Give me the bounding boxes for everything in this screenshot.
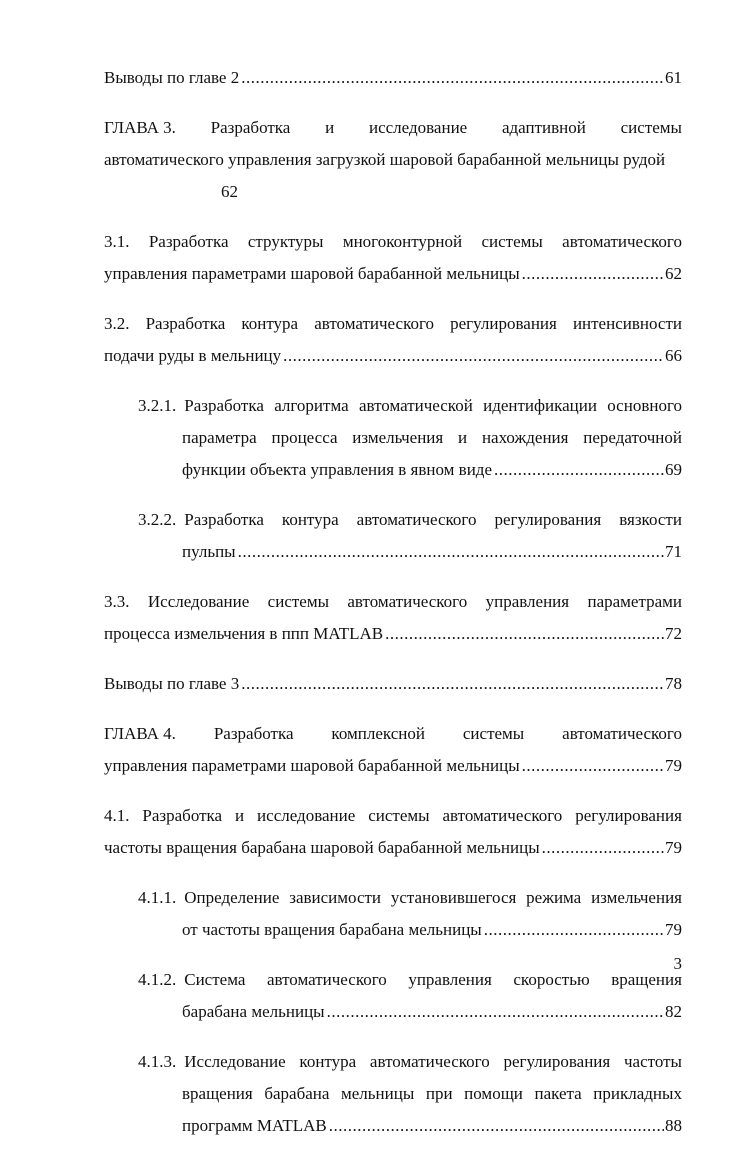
leader-dots xyxy=(241,668,664,700)
toc-page-number: 72 xyxy=(665,624,682,643)
section-number: 4.1.2. xyxy=(138,970,177,989)
word: процесса xyxy=(271,428,338,447)
toc-entry-title: функции объекта управления в явном виде xyxy=(182,460,492,479)
word: Разработка xyxy=(142,806,223,825)
toc-entry-title-line-2: автоматического управления загрузкой шаровой барабанной мельницы рудой xyxy=(104,150,666,169)
word: системы xyxy=(267,592,330,611)
toc-entry-chapter-3[interactable] xyxy=(104,112,682,208)
toc-page-number: 71 xyxy=(665,542,682,561)
word: параметрами xyxy=(587,592,682,611)
toc-entry-4-1[interactable] xyxy=(104,800,682,864)
leader-dots xyxy=(241,62,664,94)
word: адаптивной xyxy=(501,118,586,137)
word: скоростью xyxy=(513,970,590,989)
word: параметра xyxy=(182,428,257,447)
word: контура xyxy=(241,314,299,333)
word: автоматической xyxy=(358,396,473,415)
leader-dots xyxy=(238,536,664,568)
word: измельчения xyxy=(591,888,682,907)
word: контура xyxy=(299,1052,357,1071)
word: системы xyxy=(481,232,543,251)
toc-entry-title: подачи руды в мельницу xyxy=(104,346,282,365)
word: ГЛАВА 4. xyxy=(104,724,176,743)
word: нахождения xyxy=(481,428,569,447)
word: идентификации xyxy=(483,396,597,415)
toc-entry-title-line-1 xyxy=(138,504,682,536)
word: Разработка xyxy=(184,510,264,529)
toc-entry-title-line-1 xyxy=(104,308,682,340)
toc-entry-title-line-1 xyxy=(138,390,682,422)
toc-entry-title-line-2 xyxy=(182,1078,682,1110)
leader-dots xyxy=(522,258,664,290)
leader-dots xyxy=(329,1110,664,1142)
section-number: 4.1.3. xyxy=(138,1052,177,1071)
word: Разработка xyxy=(145,314,226,333)
word: системы xyxy=(462,724,525,743)
word: автоматического xyxy=(369,1052,490,1071)
word: регулирования xyxy=(575,806,682,825)
toc-entry-title: барабана мельницы xyxy=(182,1002,325,1021)
word: и xyxy=(325,118,335,137)
word: управления xyxy=(408,970,492,989)
leader-dots xyxy=(542,832,664,864)
toc-page-number: 62 xyxy=(665,264,682,283)
toc-entry-title-line-2 xyxy=(182,422,682,454)
word: Определение xyxy=(184,888,280,907)
toc-page-number: 79 xyxy=(665,756,682,775)
word: зависимости xyxy=(289,888,382,907)
word: 3.3. xyxy=(104,592,130,611)
word: прикладных xyxy=(593,1084,682,1103)
toc-page-number: 61 xyxy=(665,68,682,87)
word: Разработка xyxy=(184,396,264,415)
toc-entry-4-1-3[interactable] xyxy=(138,1046,682,1142)
word: установившегося xyxy=(390,888,517,907)
toc-entry-conclusions-ch2[interactable] xyxy=(104,62,682,94)
toc-entry-3-1[interactable] xyxy=(104,226,682,290)
toc-page-number: 69 xyxy=(665,460,682,479)
word: и xyxy=(458,428,468,447)
toc-entry-title-line-1 xyxy=(104,586,682,618)
leader-dots xyxy=(484,914,664,946)
word: Исследование xyxy=(184,1052,286,1071)
toc-entry-4-1-2[interactable] xyxy=(138,964,682,1028)
toc-entry-title: управления параметрами шаровой барабанной мельницы xyxy=(104,264,520,283)
toc-entry-3-3[interactable] xyxy=(104,586,682,650)
toc-entry-3-2-2[interactable] xyxy=(138,504,682,568)
section-number: 3.2.1. xyxy=(138,396,177,415)
toc-entry-title: Выводы по главе 2 xyxy=(104,68,240,87)
word: автоматического xyxy=(314,314,435,333)
toc-entry-title-line-1 xyxy=(138,882,682,914)
word: ГЛАВА 3. xyxy=(104,118,176,137)
word: измельчения xyxy=(352,428,444,447)
word: Разработка xyxy=(213,724,294,743)
leader-dots xyxy=(283,340,664,372)
word: барабана xyxy=(264,1084,330,1103)
toc-page-number: 82 xyxy=(665,1002,682,1021)
toc-page-number: 66 xyxy=(665,346,682,365)
word: пакета xyxy=(534,1084,582,1103)
word: Исследование xyxy=(147,592,250,611)
word: Разработка xyxy=(210,118,291,137)
leader-dots xyxy=(385,618,664,650)
word: при xyxy=(425,1084,453,1103)
toc-page-number: 78 xyxy=(665,674,682,693)
word: режима xyxy=(526,888,582,907)
word: исследование xyxy=(257,806,356,825)
word: передаточной xyxy=(583,428,682,447)
toc-entry-title-line-1 xyxy=(138,1046,682,1078)
section-number: 3.2.2. xyxy=(138,510,177,529)
word: управления xyxy=(485,592,570,611)
toc-page-number: 79 xyxy=(665,920,682,939)
toc-entry-title-line-1 xyxy=(104,226,682,258)
word: комплексной xyxy=(331,724,425,743)
word: алгоритма xyxy=(274,396,349,415)
word: системы xyxy=(368,806,430,825)
leader-dots xyxy=(494,454,664,486)
word: частоты xyxy=(623,1052,682,1071)
toc-entry-title-line-1 xyxy=(104,112,682,144)
toc-page-number: 88 xyxy=(665,1116,682,1135)
word: и xyxy=(235,806,245,825)
word: автоматического xyxy=(562,232,682,251)
toc-entry-4-1-1[interactable] xyxy=(138,882,682,946)
table-of-contents xyxy=(104,62,682,1160)
word: регулирования xyxy=(450,314,557,333)
toc-entry-title: пульпы xyxy=(182,542,236,561)
word: вязкости xyxy=(619,510,682,529)
word: помощи xyxy=(464,1084,523,1103)
toc-page-number: 79 xyxy=(665,838,682,857)
toc-entry-title-line-1 xyxy=(104,800,682,832)
toc-entry-3-2-1[interactable] xyxy=(138,390,682,486)
word: автоматического xyxy=(347,592,468,611)
word: автоматического xyxy=(356,510,477,529)
toc-entry-title: от частоты вращения барабана мельницы xyxy=(182,920,482,939)
toc-entry-title: программ MATLAB xyxy=(182,1116,327,1135)
toc-entry-chapter-4[interactable] xyxy=(104,718,682,782)
word: многоконтурной xyxy=(342,232,463,251)
toc-entry-title: процесса измельчения в ппп MATLAB xyxy=(104,624,384,643)
word: вращения xyxy=(611,970,682,989)
word: регулирования xyxy=(503,1052,611,1071)
word: интенсивности xyxy=(572,314,682,333)
word: регулирования xyxy=(494,510,602,529)
word: Система xyxy=(184,970,246,989)
word: системы xyxy=(620,118,682,137)
toc-entry-title-line-1 xyxy=(138,964,682,996)
toc-entry-title: Выводы по главе 3 xyxy=(104,674,240,693)
section-number: 4.1.1. xyxy=(138,888,177,907)
word: контура xyxy=(281,510,339,529)
toc-entry-title-line-1 xyxy=(104,718,682,750)
word: 3.1. xyxy=(104,232,130,251)
word: исследование xyxy=(368,118,468,137)
word: мельницы xyxy=(341,1084,415,1103)
word: Разработка xyxy=(148,232,229,251)
word: структуры xyxy=(247,232,324,251)
toc-page-number: 62 xyxy=(221,182,238,201)
toc-entry-conclusions-ch3[interactable] xyxy=(104,668,682,700)
toc-entry-3-2[interactable] xyxy=(104,308,682,372)
leader-dots xyxy=(327,996,664,1028)
leader-dots xyxy=(522,750,664,782)
toc-entry-title: частоты вращения барабана шаровой барабанной мельницы xyxy=(104,838,540,857)
word: автоматического xyxy=(266,970,387,989)
word: автоматического xyxy=(442,806,563,825)
word: автоматического xyxy=(562,724,682,743)
word: 4.1. xyxy=(104,806,130,825)
toc-entry-title: управления параметрами шаровой барабанной мельницы xyxy=(104,756,520,775)
word: основного xyxy=(607,396,682,415)
word: 3.2. xyxy=(104,314,130,333)
page-footer-number: 3 xyxy=(673,954,682,973)
word: вращения xyxy=(182,1084,253,1103)
